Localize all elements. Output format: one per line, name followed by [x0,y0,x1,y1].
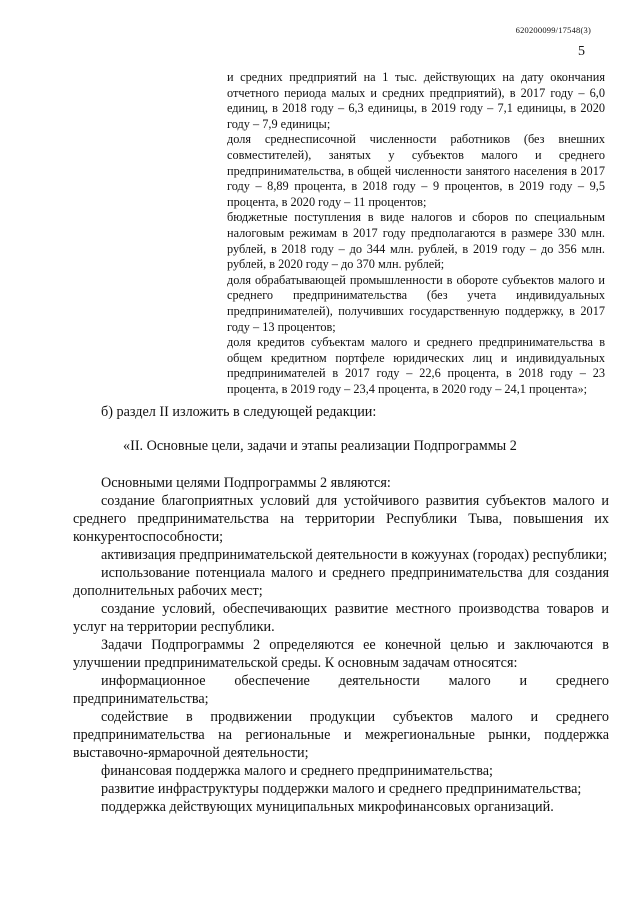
indicator-paragraph: доля обрабатывающей промышленности в обороте субъектов малого и среднего предпринимательства (без учета индивидуальных предпринимателей), получивших государственную поддержку, в 2017 году – 13 процентов; [227,272,605,334]
indicator-paragraph: бюджетные поступления в виде налогов и сборов по специальным налоговым режимам в 2017 году предполагаются в размере 330 млн. рублей, в 2018 году – до 344 млн. рублей, в 2019 году – до 356 млн. рублей, в 2020 году – до 370 млн. рублей; [227,210,605,272]
tasks-intro: Задачи Подпрограммы 2 определяются ее конечной целью и заключаются в улучшении предпринимательской среды. К основным задачам относятся: [73,637,609,671]
indicator-paragraph: доля кредитов субъектам малого и среднего предпринимательства в общем кредитном портфеле юридических лиц и индивидуальных предпринимателей в 2017 году – 22,6 процента, в 2018 году – 23 процента, в 2019 году – 23,4 процента, в 2020 году – 24,1 процента»; [227,335,605,396]
section-instruction: б) раздел II изложить в следующей редакции: [101,404,377,420]
page-number: 5 [578,44,585,59]
main-text [73,403,609,816]
goal-item: создание благоприятных условий для устойчивого развития субъектов малого и среднего предпринимательства на территории Республики Тыва, повышения их конкурентоспособности; [73,493,609,545]
task-item: финансовая поддержка малого и среднего предпринимательства; [101,763,493,779]
indicators-block [227,70,605,397]
task-item: поддержка действующих муниципальных микрофинансовых организаций. [101,799,554,815]
section-heading: «II. Основные цели, задачи и этапы реализации Подпрограммы 2 [123,438,517,454]
goal-item: активизация предпринимательской деятельности в кожуунах (городах) республики; [101,547,608,563]
document-number: 620200099/17548(3) [515,25,591,35]
task-item: информационное обеспечение деятельности малого и среднего предпринимательства; [73,673,609,707]
task-item: развитие инфраструктуры поддержки малого и среднего предпринимательства; [101,781,582,797]
goal-item: создание условий, обеспечивающих развитие местного производства товаров и услуг на территории республики. [73,601,609,635]
indicator-paragraph: и средних предприятий на 1 тыс. действующих на дату окончания отчетного периода малых и средних предприятий), в 2017 году – 6,0 единиц, в 2018 году – 6,3 единицы, в 2019 году – 7,1 единицы, в 2020 году – 7,9 единицы; [227,70,605,131]
goals-intro: Основными целями Подпрограммы 2 являются: [101,475,391,491]
task-item: содействие в продвижении продукции субъектов малого и среднего предпринимательства на региональные и межрегиональные рынки, поддержка выставочно-ярмарочной деятельности; [73,709,609,761]
indicator-paragraph: доля среднесписочной численности работников (без внешних совместителей), занятых у субъектов малого и среднего предпринимательства, в общей численности занятого населения в 2017 году – 8,89 процента, в 2018 году – 9 процентов, в 2019 году – 9,5 процента, в 2020 году – 11 процентов; [227,132,605,209]
goal-item: использование потенциала малого и среднего предпринимательства для создания дополнительных рабочих мест; [73,565,609,599]
